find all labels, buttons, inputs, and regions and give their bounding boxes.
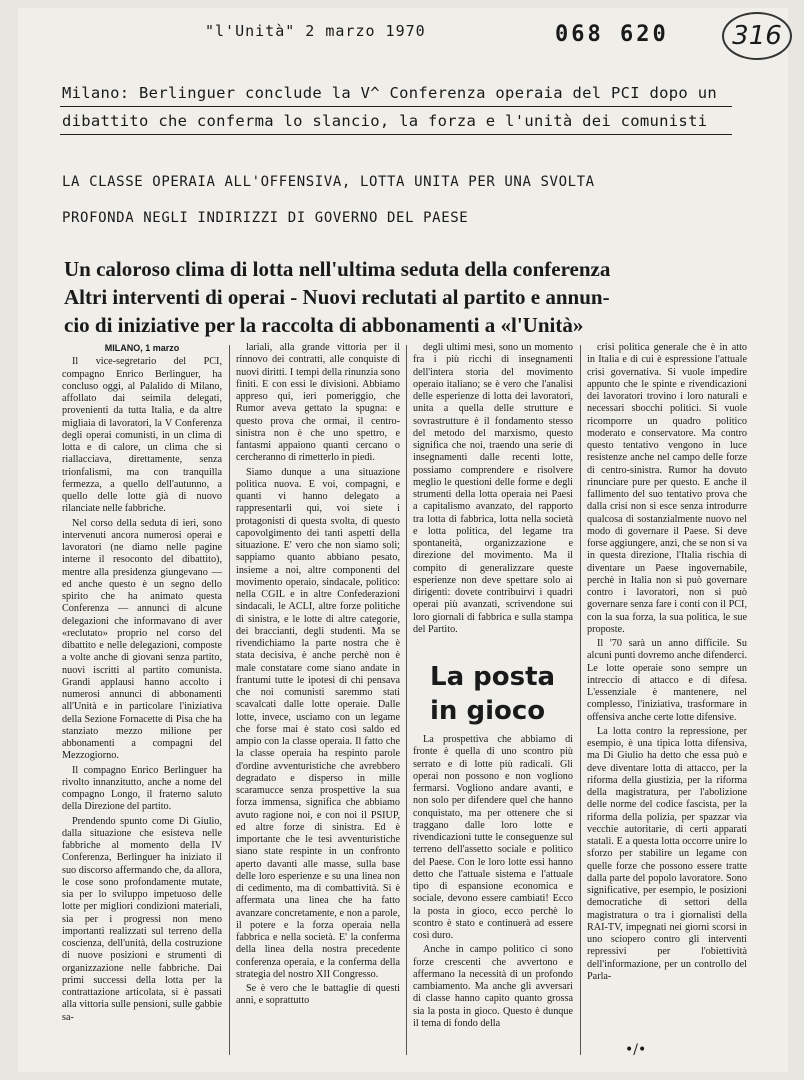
- article-column-4: [587, 342, 747, 1042]
- paragraph: Il compagno Enrico Berlinguer ha rivolto innanzitutto, anche a nome del compagno Longo, il fraterno saluto della Direzione del partito.: [62, 764, 222, 813]
- paragraph: Anche in campo politico ci sono forze crescenti che avvertono e affermano la necessità di un profondo cambiamento. Ma anche gli avversari di classe hanno capito quanto grossa sia la posta in gioco. Questo è dunque il tema di fondo della: [413, 944, 573, 1029]
- article-column-3-box: [413, 734, 573, 1056]
- paragraph: Il vice-segretario del PCI, compagno Enrico Berlinguer, ha concluso oggi, al Palalido di Milano, affollato dai seimila delegati, provenienti da tutta Italia, e da altre migliaia di lavoratori, la V Conferenza degli operai comunisti, in un clima di lotta e di calore, un clima che si riallacciava, direttamente, senza trionfalismi, ma con tranquilla fermezza, a quello dell'autunno, a quello delle lotte già di nuovo rilanciate nelle fabbriche.: [62, 356, 222, 515]
- archive-number: 068 620: [555, 22, 669, 47]
- headline: [64, 255, 744, 339]
- paragraph: La lotta contro la repressione, per esempio, è una tipica lotta difensiva, ma Di Giulio ha detto che essa può e deve diventare lotta di attacco, per la riforma della giustizia, per la riforma della magistratura, per l'abolizione delle norme del codice fascista, per la riforma della polizia, per spazzar via vecchie autoritarie, di certi apparati statali. E a questa lotta occorre unire lo sforzo per stabilire un legame con quelle forze che possono essere tratte dalla parte del popolo lavoratore. Sono significative, per esempio, le posizioni democratiche di settori della magistratura o tra i giornalisti della RAI-TV, impegnati nei giorni scorsi in uno sciopero contro gli interventi repressivi per l'obiettività dell'informazione, per un controllo del Parla-: [587, 725, 747, 982]
- headline-line-1: Un caloroso clima di lotta nell'ultima seduta della conferenza: [64, 257, 611, 281]
- column-rule: [580, 345, 581, 1055]
- column-rule: [229, 345, 230, 1055]
- paragraph: degli ultimi mesi, sono un momento fra i più ricchi di insegnamenti dell'intera storia del movimento operaio italiano; se è vero che l'analisi delle esperienze di lotta dei lavoratori, unita a quella delle strutture e sovrastrutture è il fondamento stesso del metodo del marxismo, questo significa che noi, traendo una serie di insegnamenti dalle recenti lotte, possiamo comprendere e risolvere meglio le questioni delle forme e degli strumenti della lotta operaia nei Paesi a capitalismo avanzato, del rapporto tra lotta di fabbrica, lotta nella società e lotta politica, del legame tra spontaneità, organizzazione e direzione del movimento. Ma il compito di generalizzare queste esperienze non deve spettare solo ai dirigenti: dovete contribuirvi i quadri operai più avanzati, scrivendone sui loro giornali di fabbrica e sulla stampa del Partito.: [413, 342, 573, 635]
- title-line-2: dibattito che conferma lo slancio, la forza e l'unità dei comunisti: [62, 112, 708, 130]
- paragraph: crisi politica generale che è in atto in Italia e di cui è espressione l'attuale crisi governativa. Si vuole impedire appunto che le spinte e rivendicazioni dei lavoratori trovino i loro naturali e necessari sbocchi politici. Si vuole ricomporre un quadro politico moderato e conservatore. Ma contro questo tentativo vengono in luce resistenze anche nel campo delle forze di centro-sinistra. Rumor ha dovuto rinunciare pure per questo. E anche il fallimento del suo tentativo prova che dalla crisi non si esce senza introdurre qualcosa di sostanzialmente nuovo nel modo di governare il Paese. Si deve forse aggiungere, anzi, che se non si va in questa direzione, l'Italia rischia di diventare un Paese ingovernabile, perchè in Italia non si può governare contro i lavoratori, non si può governare senza fare i conti con il PCI, con la sua forza, la sua politica, le sue proposte.: [587, 342, 747, 635]
- paragraph: Se è vero che le battaglie di questi anni, e soprattutto: [236, 983, 400, 1007]
- subtitle-line-2: PROFONDA NEGLI INDIRIZZI DI GOVERNO DEL PAESE: [62, 210, 469, 226]
- title-underline-1: [60, 106, 732, 107]
- source-line: "l'Unità" 2 marzo 1970: [205, 22, 426, 40]
- subtitle-line-1: LA CLASSE OPERAIA ALL'OFFENSIVA, LOTTA UNITA PER UNA SVOLTA: [62, 174, 595, 190]
- paragraph: lariali, alla grande vittoria per il rinnovo dei contratti, alle conquiste di nuovi diritti. I tempi della rinunzia sono finiti. E con essi le divisioni. Abbiamo appreso qui, ieri pomeriggio, che Rumor aveva gettato la spugna: e questo prova che ormai, il centro-sinistra non è che uno spettro, e fantasmi appaiono quanti cercano o cercheranno di rimetterlo in piedi.: [236, 342, 400, 464]
- paragraph: Nel corso della seduta di ieri, sono intervenuti ancora numerosi operai e lavoratori (ne diamo nelle pagine interne il resoconto del dibattito), mentre alla presidenza giungevano — ed anche questo è un segno dello spirito che ha animato questa Conferenza — annunci di alcune delegazioni che informavano di aver «reclutato» proprio nel corso del dibattito e nelle delegazioni, composte a volte anche di giovani senza partito, nuovi iscritti al partito comunista. Grandi applausi hanno accolto i numerosi annunci di abbonamenti all'Unità e in particolare l'iniziativa della Sezione Fornacette di Pisa che ha stanziato mezzo milione per abbonamenti a compagni del Mezzogiorno.: [62, 517, 222, 762]
- handwritten-stamp: 316: [722, 12, 792, 60]
- title-line-1: Milano: Berlinguer conclude la V^ Conferenza operaia del PCI dopo un: [62, 84, 717, 102]
- headline-line-2: Altri interventi di operai - Nuovi reclutati al partito e annun-: [64, 285, 610, 309]
- headline-line-3: cio di iniziative per la raccolta di abbonamenti a «l'Unità»: [64, 313, 584, 337]
- article-column-3: [413, 342, 573, 642]
- paragraph: Siamo dunque a una situazione politica nuova. E voi, compagni, e quanti vi hanno delegato a rappresentarli qui, voi siete i protagonisti di questa svolta, di questo capovolgimento dei tanti aspetti della situazione. E' vero che non siamo soli; sappiamo quanto abbiano pesato, insieme a noi, altre componenti del movimento operaio, sindacale, politico: nella CGIL e in altre Confederazioni sindacali, le ACLI, altre forze politiche di sinistra, e le lotte di altre categorie, dei braccianti, degli studenti. Ma se rivendichiamo la parte nostra che è stata decisiva, è anche perchè non è male constatare come siano andate in frantumi tutte le ipotesi di chi pensava che noi comunisti saremmo stati scavalcati dalle lotte operaie. Dalle lotte, invece, usciamo con un legame che forse mai è stato così saldo ed ampio con la classe operaia. Il fatto che la classe operaia ha respinto parole d'ordine avventuristiche che avrebbero degradato e disperso in mille scaramucce senza prospettive la sua forza immensa, significa che abbiamo avuto ragione noi, e con noi il PSIUP, ed altre forze di sinistra. Ed è importante che le tesi avventuristiche siano state respinte in un confronto aperto davanti alle masse, sulla base delle loro esperienze e su una linea non di cedimento, ma di combattività. Si è affermata una linea che ha fatto avanzare concretamente, e non a parole, il potere e la forza operaia nella fabbrica e nella società. E' la conferma della linea della nostra precedente conferenza operaia, e la conferma della strategia del nostro XII Congresso.: [236, 466, 400, 980]
- section-heading: La posta in gioco: [430, 662, 556, 726]
- paragraph: Prendendo spunto come Di Giulio, dalla situazione che esisteva nelle fabbriche al momento della IV Conferenza, Berlinguer ha iniziato il suo discorso affermando che, da allora, le cose sono profondamente mutate, sia per lo sviluppo impetuoso delle lotte per migliori condizioni materiali, sia per i progressi non meno importanti realizzati sul terreno della coscienza, dell'unità, della costruzione di nuove posizioni e strumenti di organizzazione nelle fabbriche. Dai primi successi della lotta per la contrattazione articolata, si è passati alla vittoria sulle pensioni, sulle gabbie sa-: [62, 815, 222, 1023]
- column-rule: [406, 345, 407, 1055]
- page-continuation-mark: •/•: [625, 1042, 647, 1058]
- article-column-2: [236, 342, 400, 1054]
- article-column-1: [62, 342, 222, 1054]
- paragraph: Il '70 sarà un anno difficile. Su alcuni punti dovremo anche difenderci. Le lotte operaie sono sempre un intreccio di attacco e di difesa. L'essenziale è mantenere, nel complesso, l'iniziativa, trasformare in offensiva anche certe lotte difensive.: [587, 638, 747, 723]
- title-underline-2: [60, 134, 732, 135]
- dateline: MILANO, 1 marzo: [104, 343, 180, 353]
- paragraph: La prospettiva che abbiamo di fronte è quella di uno scontro più serrato e di lotte più radicali. Gli operai non possono e non vogliono fermarsi. Vogliono andare avanti, e non solo per difendere quel che hanno conquistato, ma per ottenere che si traggano dalle loro lotte e rivendicazioni tutte le conseguenze sul terreno dell'assetto sociale e politico del Paese. Con le loro lotte essi hanno detto che l'attuale sistema e l'attuale tipo di espansione economica e sociale, devono essere cambiati! Ecco la posta in gioco, ecco perchè lo scontro è stato e continuerà ad essere così duro.: [413, 734, 573, 941]
